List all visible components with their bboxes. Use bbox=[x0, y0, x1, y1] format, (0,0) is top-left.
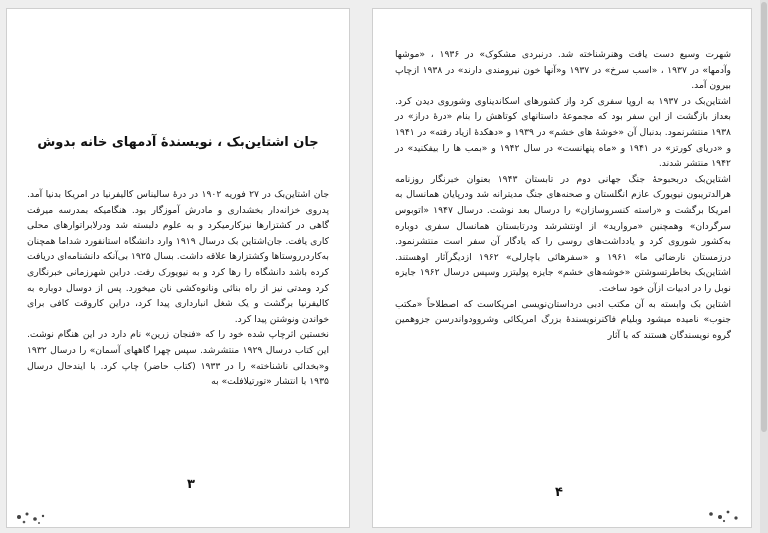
left-body-text bbox=[27, 187, 329, 390]
page-number: ۴ bbox=[555, 485, 563, 500]
paragraph: شهرت وسیع دست یافت وهنرشناخته شد. درنبردی مشکوک» در ۱۹۳۶ ، «موشها وآدمها» در ۱۹۳۷ ، «اسب سرخ» در ۱۹۳۷ و«آنها خون نیرومندی دارند» در ۱۹۳۸ ازچاپ بیرون آمد. bbox=[395, 49, 732, 92]
scan-smudge bbox=[13, 507, 53, 527]
paragraph: اشتاین‌بک دربحبوحهٔ جنگ جهانی دوم در تابستان ۱۹۴۳ بعنوان خبرنگار روزنامه هرالدتریبون نیویورک عازم انگلستان و صحنه‌های جنگ مدیترانه شد ودرپایان همانسال به امریکا برگشت و «راسته کنسروسازان» را درسال بعد نوشت. درسال ۱۹۴۷ «اتوبوس سرگردان» وهمچنین «مروارید» از اونتشرشد ودرتابستان همانسال سفری دوباره به‌کشور شوروی کرد و یادداشت‌های روسی را که یادگار آن سفر است منتشرنمود. درزمستان نارضائی ما» ۱۹۶۱ و «سفرهائی باچارلی» ۱۹۶۲ ازدیگرآثار اوهستند. اشتاین‌بک بخاطرتسوشتن «خوشه‌های خشم» جایزه پولیتزر وسپس درسال ۱۹۶۲ جایزه نوبل را در ادبیات ازآن خود ساخت. bbox=[395, 173, 731, 294]
scrollbar-thumb[interactable] bbox=[761, 2, 767, 432]
paragraph: اشتاین‌بک در ۱۹۳۷ به اروپا سفری کرد واز کشورهای اسکاندیناوی وشوروی دیدن کرد. بعداز بازگشت از این سفر بود که مجموعهٔ داستانهای کوتاهش را بنام «درهٔ دراز» در ۱۹۳۸ منتشرنمود. بدنبال آن «خوشهٔ های خشم» در ۱۹۳۹ و «دهکدهٔ ازیاد رفته» در ۱۹۴۱ و «دریای کورتز» در ۱۹۴۱ و «ماه پنهانست» در سال ۱۹۴۲ و «بمب ها را بیفکنید» در ۱۹۴۲ منتشر شدند. bbox=[395, 95, 732, 170]
vertical-scrollbar[interactable] bbox=[760, 0, 768, 533]
page-number: ۳ bbox=[187, 477, 195, 492]
chapter-title: جان اشتاین‌بک ، نویسندهٔ آدمهای خانه بدوش bbox=[37, 135, 319, 150]
paragraph: اشتاین بک وابسته به آن مکتب ادبی درداستان‌نویسی امریکاست که اصطلاحاً «مکتب جنوب» نامیده میشود وبلیام فاکنرنویسندهٔ بزرگ امریکائی وشروودواندرسن جزوهمین گروه نویسندگان هستند که با آثار bbox=[395, 298, 731, 341]
scan-smudge bbox=[703, 505, 743, 525]
right-page bbox=[372, 8, 752, 528]
paragraph: جان اشتاین‌بک در ۲۷ فوریه ۱۹۰۲ در درهٔ سالیناس کالیفرنیا در امریکا بدنیا آمد. پدروی خزانه‌دار بخشداری و مادرش آموزگار بود. هنگامیکه بمدرسه میرفت گاهی در کشتزارها نیزکارمیکرد و به علوم دلبسته شد ودرلابراتوارهای محلی کاری یافت. جان‌اشتاین بک درسال ۱۹۱۹ وارد دانشگاه استانفورد شداما همچنان به‌کاردرروستاها وکشتزارها علاقه داشت. بسال ۱۹۲۵ بی‌آنکه دانشنامه‌ای دریافت کرده باشد دانشگاه را رها کرد و به نیویورک رفت. دراین شهرزمانی خبرنگاری کرد ومدتی نیز از راه بنائی ونانوه‌کشی نان میخورد. پس از دوسال دوباره به کالیفرنیا برگشت و یک شغل انبارداری پیدا کرد، دراین کاروقت کافی برای خواندن ونوشتن پیدا کرد. bbox=[27, 189, 329, 325]
right-body-text bbox=[395, 47, 731, 343]
paragraph: نخستین اثرچاپ شده خود را که «فنجان زرین» نام دارد در این هنگام نوشت. این کتاب درسال ۱۹۲۹ منتشرشد. سپس چهرا گاههای آسمان» را درسال ۱۹۳۲ و«بخدائی ناشناخته» را در ۱۹۳۳ (کتاب حاضر) چاپ کرد. با ایندحال درسال ۱۹۳۵ با انتشار «تورتیلافلت» به bbox=[27, 329, 329, 388]
left-page bbox=[6, 8, 350, 528]
